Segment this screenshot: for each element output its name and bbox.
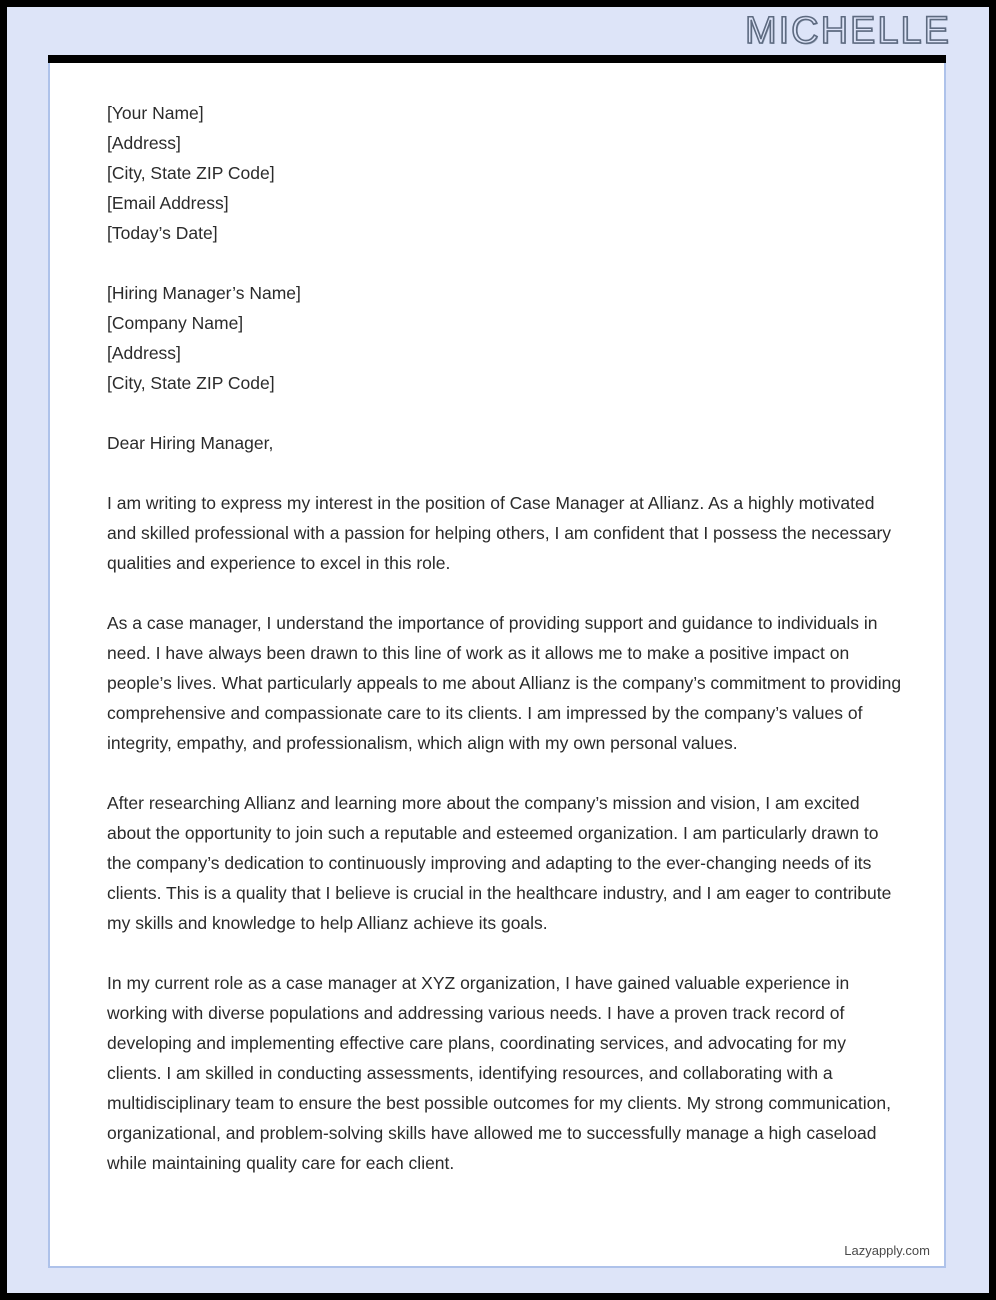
letter-paragraph: As a case manager, I understand the importance of providing support and guidance to individuals in need. I have always been drawn to this line of work as it allows me to make a positive impact on people’s lives. What particularly appeals to me about Allianz is the company’s commitment to providing comprehensive and compassionate care to its clients. I am impressed by the company’s values of integrity, empathy, and professionalism, which align with my own personal values.	[107, 613, 902, 753]
sender-address-block	[107, 98, 902, 248]
sender-address-line: [City, State ZIP Code]	[107, 163, 275, 183]
letter-body	[107, 98, 902, 1208]
letter-page	[48, 63, 946, 1268]
sender-address-line: [Today’s Date]	[107, 223, 218, 243]
letter-paragraph: I am writing to express my interest in the position of Case Manager at Allianz. As a highly motivated and skilled professional with a passion for helping others, I am confident that I possess the necessary qualities and experience to excel in this role.	[107, 493, 892, 573]
letterhead-band	[7, 7, 989, 55]
letter-paragraph: After researching Allianz and learning more about the company’s mission and vision, I am excited about the opportunity to join such a reputable and esteemed organization. I am particularly drawn to the company’s dedication to continuously improving and adapting to the ever-changing needs of its clients. This is a quality that I believe is crucial in the healthcare industry, and I am eager to contribute my skills and knowledge to help Allianz achieve its goals.	[107, 793, 892, 933]
sender-address-line: [Address]	[107, 133, 181, 153]
recipient-address-line: [Hiring Manager’s Name]	[107, 283, 301, 303]
letter-paragraph: In my current role as a case manager at XYZ organization, I have gained valuable experience in working with diverse populations and addressing various needs. I have a proven track record of developing and implementing effective care plans, coordinating services, and advocating for my clients. I am skilled in conducting assessments, identifying resources, and collaborating with a multidisciplinary team to ensure the best possible outcomes for my clients. My strong communication, organizational, and problem-solving skills have allowed me to successfully manage a high caseload while maintaining quality care for each client.	[107, 973, 891, 1173]
salutation: Dear Hiring Manager,	[107, 433, 274, 453]
recipient-address-line: [Address]	[107, 343, 181, 363]
watermark: Lazyapply.com	[844, 1243, 930, 1258]
letterhead-name: MICHELLE	[744, 10, 951, 52]
recipient-address-block	[107, 278, 902, 398]
sender-address-line: [Email Address]	[107, 193, 229, 213]
recipient-address-line: [Company Name]	[107, 313, 244, 333]
sender-address-line: [Your Name]	[107, 103, 204, 123]
letterhead-divider	[48, 55, 946, 63]
recipient-address-line: [City, State ZIP Code]	[107, 373, 275, 393]
